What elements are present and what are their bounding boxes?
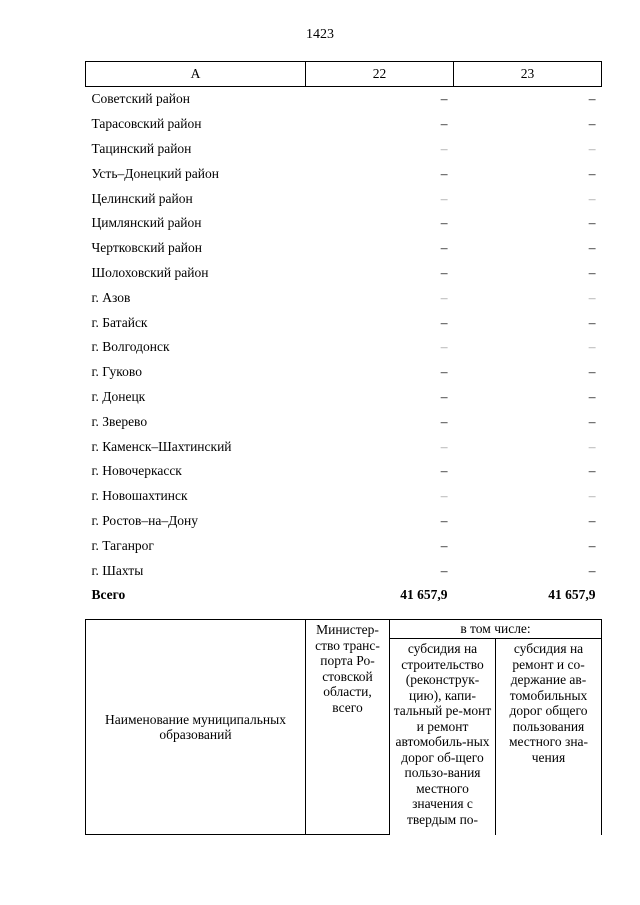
municipality-name: Тарасовский район	[91, 116, 202, 132]
table-row	[86, 161, 602, 186]
table-row	[86, 211, 602, 236]
table-row	[86, 335, 602, 360]
municipality-name: г. Волгодонск	[91, 339, 170, 355]
table-row	[86, 409, 602, 434]
table-row	[86, 137, 602, 162]
value-col-23: –	[588, 240, 596, 256]
table-row	[86, 558, 602, 583]
value-col-22: –	[440, 339, 448, 355]
municipality-name: Целинский район	[91, 190, 193, 206]
value-col-23: –	[588, 562, 596, 578]
including-header: в том числе:	[390, 620, 602, 639]
table-row	[86, 112, 602, 137]
value-col-22: –	[440, 240, 448, 256]
municipality-name: г. Гуково	[91, 364, 142, 380]
table-row	[86, 434, 602, 459]
value-col-22: –	[440, 512, 448, 528]
municipality-name: Усть–Донецкий район	[91, 165, 219, 181]
table-body	[86, 87, 602, 608]
table-row	[86, 236, 602, 261]
table-row	[86, 87, 602, 112]
value-col-22: –	[440, 190, 448, 206]
column-header-22: 22	[306, 62, 454, 87]
municipality-column-header: Наименование муниципальных образований	[86, 620, 306, 835]
value-col-22: –	[440, 463, 448, 479]
value-col-22: –	[440, 116, 448, 132]
value-col-23: –	[588, 339, 596, 355]
municipality-name: Цимлянский район	[91, 215, 202, 231]
value-col-23: –	[588, 463, 596, 479]
table-row	[86, 310, 602, 335]
value-col-22: –	[440, 314, 448, 330]
value-col-22: –	[440, 438, 448, 454]
value-col-22: –	[440, 413, 448, 429]
municipality-name: г. Новошахтинск	[91, 488, 188, 504]
value-col-22: –	[440, 91, 448, 107]
ministry-total-column-header: Министер-ство транс-порта Ро-стовской области, всего	[306, 620, 390, 835]
value-col-22: –	[440, 215, 448, 231]
municipality-name: г. Каменск–Шахтинский	[91, 438, 232, 454]
table-row	[86, 533, 602, 558]
value-col-22: –	[440, 537, 448, 553]
total-label: Всего	[91, 587, 126, 603]
header-table	[85, 619, 602, 835]
table-row	[86, 484, 602, 509]
page-number: 1423	[306, 27, 334, 42]
total-row	[86, 583, 602, 608]
value-col-23: –	[588, 413, 596, 429]
value-col-23: –	[588, 438, 596, 454]
total-value-23: 41 657,9	[548, 587, 596, 603]
header-row	[86, 62, 602, 87]
municipality-name: г. Новочеркасск	[91, 463, 182, 479]
municipality-name: Шолоховский район	[91, 264, 209, 280]
municipality-name: Тацинский район	[91, 140, 192, 156]
total-value-22: 41 657,9	[400, 587, 448, 603]
value-col-23: –	[588, 264, 596, 280]
value-col-23: –	[588, 215, 596, 231]
value-col-23: –	[588, 165, 596, 181]
data-table	[85, 61, 602, 608]
value-col-23: –	[588, 91, 596, 107]
value-col-22: –	[440, 364, 448, 380]
value-col-23: –	[588, 289, 596, 305]
value-col-23: –	[588, 388, 596, 404]
table-row	[86, 459, 602, 484]
value-col-23: –	[588, 364, 596, 380]
municipality-name: Советский район	[91, 91, 190, 107]
value-col-23: –	[588, 537, 596, 553]
municipality-name: г. Зверево	[91, 413, 148, 429]
municipality-name: г. Шахты	[91, 562, 144, 578]
value-col-23: –	[588, 512, 596, 528]
value-col-23: –	[588, 488, 596, 504]
value-col-22: –	[440, 562, 448, 578]
value-col-23: –	[588, 190, 596, 206]
maintenance-subsidy-column-header: субсидия на ремонт и со-держание ав-томобильных дорог общего пользования местного зна-чения	[496, 639, 602, 835]
value-col-22: –	[440, 165, 448, 181]
value-col-22: –	[440, 140, 448, 156]
municipality-name: г. Донецк	[91, 388, 146, 404]
column-header-23: 23	[454, 62, 602, 87]
municipality-name: г. Азов	[91, 289, 131, 305]
value-col-22: –	[440, 388, 448, 404]
value-col-23: –	[588, 314, 596, 330]
value-col-22: –	[440, 289, 448, 305]
municipality-name: г. Ростов–на–Дону	[91, 512, 199, 528]
table-row	[86, 285, 602, 310]
municipality-name: г. Таганрог	[91, 537, 154, 553]
value-col-22: –	[440, 488, 448, 504]
value-col-23: –	[588, 116, 596, 132]
table-row	[86, 261, 602, 286]
municipality-name: Чертковский район	[91, 240, 202, 256]
construction-subsidy-column-header: субсидия на строительство (реконструк-цию), капи-тальный ре-монт и ремонт автомобиль-ных дорог об-щего пользо-вания местного значения с твердым по-	[390, 639, 496, 835]
table-row	[86, 509, 602, 534]
column-header-a: А	[86, 62, 306, 87]
value-col-23: –	[588, 140, 596, 156]
value-col-22: –	[440, 264, 448, 280]
table-row	[86, 385, 602, 410]
table-row	[86, 186, 602, 211]
table-row	[86, 360, 602, 385]
municipality-name: г. Батайск	[91, 314, 148, 330]
